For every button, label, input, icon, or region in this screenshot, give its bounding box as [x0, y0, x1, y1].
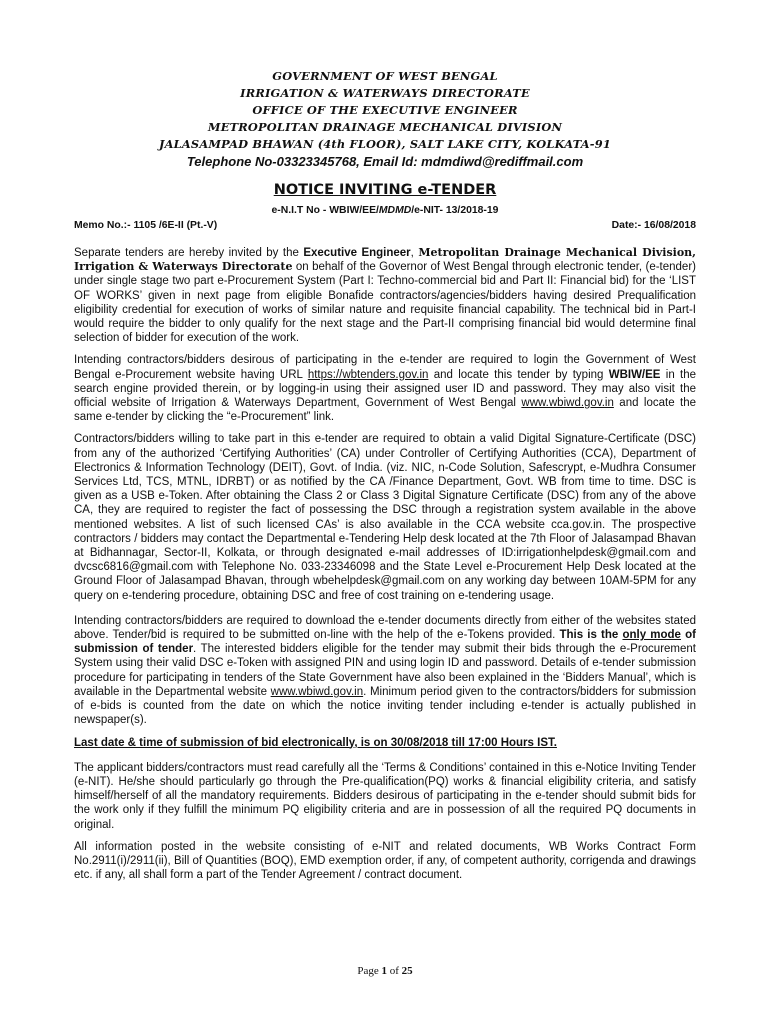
memo-date: Date:- 16/08/2018 — [611, 220, 696, 231]
paragraph-terms: The applicant bidders/contractors must read carefully all the ‘Terms & Conditions’ contained in this e-Notice Inviting Tender (e-NIT). He/she should particularly go through the Pre-qualification(PQ) works & financial eligibility criteria, and satisfy himself/herself of all the mandatory requirements. Bidders desirous of participating in the e-tender should submit bids for the work only if they fulfill the minimum PQ eligibility criteria and are in possession of all the required PQ documents in original. — [74, 761, 696, 831]
paragraph-submission — [74, 614, 696, 728]
header-address: JALASAMPAD BHAWAN (4th FLOOR), SALT LAKE CITY, KOLKATA-91 — [159, 137, 611, 151]
para4-text-d: . Minimum period given to the contractors/bidders for submission of e-bids is counted from the date on which the notice inviting tender including e-tender is actually published in newspaper(s). — [74, 685, 696, 727]
para1-authority: Executive Engineer — [303, 247, 411, 259]
footer-of-word: of — [386, 965, 402, 977]
notice-title: NOTICE INVITING e-TENDER — [273, 182, 497, 198]
para1-text-c: , — [410, 247, 419, 259]
para4-text-a: Intending contractors/bidders are required to download the e-tender documents directly from either of the websites stated above. Tender/bid is required to be submitted on-line with the help of the e-Tokens provided. — [74, 614, 696, 642]
header-contact: Telephone No-03323345768, Email Id: mdmdiwd@rediffmail.com — [186, 154, 584, 169]
letterhead — [74, 68, 696, 153]
footer-page-total: 25 — [401, 965, 413, 977]
footer-page-number: 1 — [381, 965, 387, 977]
para1-division: Metropolitan Drainage Mechanical Division, Irrigation & Waterways Directorate — [74, 246, 696, 274]
search-keyword: WBIW/EE — [608, 368, 661, 381]
wbtenders-link[interactable]: https://wbtenders.gov.in — [307, 368, 429, 381]
submission-deadline: Last date & time of submission of bid electronically, is on 30/08/2018 till 17:00 Hours IST. — [74, 736, 557, 749]
para1-text-a: Separate tenders are hereby invited by the — [74, 247, 304, 259]
paragraph-login — [74, 353, 696, 424]
memo-row — [74, 219, 696, 232]
para4-bold-3: of submission of tender — [74, 629, 696, 656]
header-office: OFFICE OF THE EXECUTIVE ENGINEER — [252, 103, 518, 117]
document-page — [74, 68, 696, 882]
footer-page-word: Page — [357, 965, 382, 977]
paragraph-invitation — [74, 246, 696, 345]
para2-text-d: and locate the same e-tender by clicking the “e-Procurement” link. — [74, 397, 696, 424]
nit-number — [74, 204, 696, 217]
page-footer — [0, 965, 770, 977]
paragraph-dsc: Contractors/bidders willing to take part in this e-tender are required to obtain a valid Digital Signature-Certificate (DSC) from any of the authorized ‘Certifying Authorities’ (CA) under Controller of Certifying Authorities (CCA), Department of Electronics & Information Technology (DEIT), Govt. of India. (viz. NIC, n-Code Solution, Safescrypt, e-Mudhra Consumer Services Ltd, TCS, MTNL, IDRBT) or as notified by the CA /Finance Department, Govt. WB from time to time. DSC is given as a USB e-Token. After obtaining the Class 2 or Class 3 Digital Signature Certificate (DSC) from any of the above CA, they are required to register the fact of possessing the DSC through a registration system available in the above mentioned websites. A list of such licensed CAs’ is also available in the CCA website cca.gov.in. The prospective contractors / bidders may contact the Departmental e-Tendering Help desk located at the 7th Floor of Jalasampad Bhavan at Bidhannagar, Sector-II, Kolkata, or through designated e-mail addresses of ID:irrigationhelpdesk@gmail.com and dvcsc6816@gmail.com with Telephone No. 033-23346098 and the State Level e-Procurement Help Desk located at the Ground Floor of Jalasampad Bhavan, through wbehelpdesk@gmail.com on any working day between 10AM-5PM for any query on e-tendering procedure, obtaining DSC and free of cost training on e-tendering usage. — [74, 433, 696, 602]
wbiwd-link-2[interactable]: www.wbiwd.gov.in — [270, 685, 364, 698]
wbiwd-link[interactable]: www.wbiwd.gov.in — [521, 397, 614, 410]
paragraph-documents: All information posted in the website consisting of e-NIT and related documents, WB Works Contract Form No.2911(i)/2911(ii), Bill of Quantities (BOQ), EMD exemption order, if any, of competent authority, corrigenda and drawings etc. if any, all shall form a part of the Tender Agreement / contract document. — [74, 840, 696, 882]
para4-bold-1: This is the — [559, 629, 623, 642]
header-government: GOVERNMENT OF WEST BENGAL — [272, 69, 498, 83]
para4-text-c: . The interested bidders eligible for the tender may submit their bids through the e-Procurement System using their valid DSC e-Token with assigned PIN and using login ID and password. Details of e-tender submission procedure for participating in tenders of the State Government have also been explained in the ‘Bidders Manual’, which is available in the Departmental website — [74, 643, 696, 698]
para4-only-mode: only mode — [622, 629, 681, 642]
memo-number: Memo No.:- 1105 /6E-II (Pt.-V) — [74, 220, 218, 231]
para2-text-c: in the search engine provided therein, or by logging-in using their assigned user ID and password. They may also visit the official website of Irrigation & Waterways Department, Government of West Bengal — [74, 368, 696, 410]
para2-text-b: and locate this tender by typing — [428, 368, 609, 381]
para2-text-a: Intending contractors/bidders desirous of participating in the e-tender are required to login the Government of West Bengal e-Procurement website having URL — [74, 354, 696, 381]
para1-text-e: on behalf of the Governor of West Bengal through electronic tender, (e-tender) under single stage two part e-Procurement System (Part I: Techno-commercial bid and Part II: Financial bid) for the ‘LIST OF WORKS’ given in next page from eligible Bonafide contractors/agencies/bidders having desired Prequalification eligibility credential for execution of works of similar nature and requisite financial capability. The technical bid in Part-I would require the bidder to only qualify for the next stage and the Part-II comprising financial bid would determine final selection of bidder for execution of the work. — [74, 261, 696, 345]
nit-division-code: MDMD — [378, 205, 412, 216]
header-division: METROPOLITAN DRAINAGE MECHANICAL DIVISION — [207, 120, 563, 134]
nit-prefix: e-N.I.T No - WBIW/EE/ — [271, 205, 379, 216]
header-directorate: IRRIGATION & WATERWAYS DIRECTORATE — [240, 86, 530, 100]
nit-suffix: /e-NIT- 13/2018-19 — [411, 205, 499, 216]
